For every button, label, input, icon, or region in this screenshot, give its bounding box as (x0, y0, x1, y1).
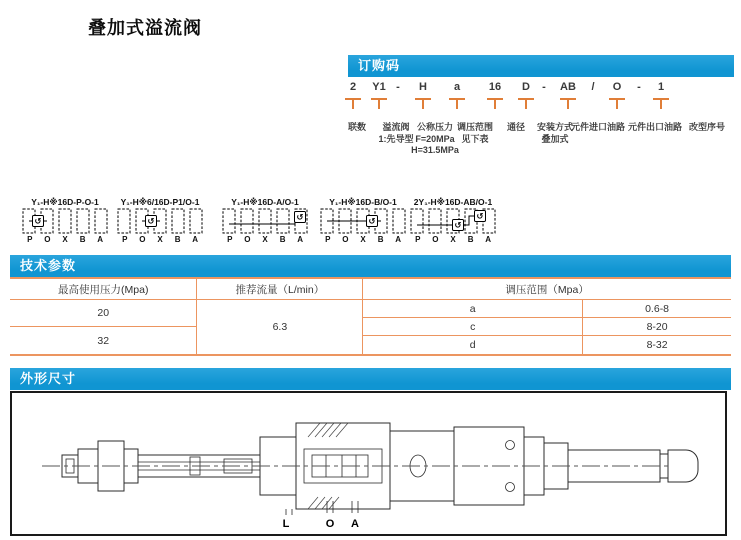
code-part: O (612, 81, 622, 93)
svg-text:↺: ↺ (368, 217, 376, 228)
port-letter: A (192, 235, 199, 244)
port-letter: O (244, 235, 251, 244)
port-letter: A (297, 235, 304, 244)
flow-value: 6.3 (197, 300, 363, 354)
relief-valve-icon (33, 216, 44, 228)
relief-valve-icon (453, 220, 464, 232)
symbol-model-label: Y₁-H※16D-B/O-1 (329, 197, 397, 207)
code-pointer-mark (653, 98, 669, 109)
drawing-port-label: L (282, 518, 290, 530)
port-letter: A (395, 235, 402, 244)
drawing-port-label: A (351, 518, 359, 530)
hydraulic-symbol-graphic (409, 208, 497, 234)
svg-text:↺: ↺ (296, 213, 304, 224)
order-code-section-header (348, 55, 734, 77)
label-line: 见下表 (461, 133, 489, 144)
port-letter: X (262, 235, 268, 244)
col-header-flow: 推荐流量（L/min） (197, 279, 363, 300)
col-header-max-pressure: 最高使用压力(Mpa) (10, 279, 197, 300)
code-field-label (689, 122, 725, 134)
port-letter: X (450, 235, 456, 244)
range-value: 8-20 (583, 318, 731, 336)
port-letter: X (360, 235, 366, 244)
label-line: 公称压力 (416, 122, 453, 132)
relief-valve-icon (295, 212, 306, 224)
port-letter: P (227, 235, 233, 244)
code-pointer-mark (449, 98, 465, 109)
code-part: 16 (488, 81, 502, 93)
svg-text:↺: ↺ (454, 221, 462, 232)
symbol-model-label: Y₁-H※6/16D-P1/O-1 (120, 197, 200, 207)
code-separator: / (591, 81, 595, 93)
code-pointer-mark (487, 98, 503, 109)
port-letter: B (377, 235, 384, 244)
svg-text:↺: ↺ (476, 212, 484, 223)
order-code-diagram (348, 81, 738, 165)
range-grade: a (363, 300, 583, 318)
parameters-section-title: 技术参数 (20, 258, 77, 273)
relief-valve-icon (146, 216, 157, 228)
port-letters (21, 235, 109, 244)
code-separator: - (542, 81, 546, 93)
code-pointer-mark (345, 98, 361, 109)
drawing-port-label: O (325, 518, 335, 530)
order-code-section-title: 订购码 (358, 58, 401, 73)
label-line: 元件出口油路 (627, 122, 683, 132)
code-field-label (411, 122, 459, 157)
port-letter: P (122, 235, 128, 244)
code-field-label (348, 122, 366, 134)
range-grade: c (363, 318, 583, 336)
port-letter: B (467, 235, 474, 244)
code-field-label (628, 122, 682, 134)
range-grade: d (363, 336, 583, 354)
hydraulic-symbol-graphic (319, 208, 407, 234)
label-line: 调压范围 (456, 122, 494, 132)
col-header-range: 调压范围（Mpa） (363, 279, 731, 300)
code-field-label (457, 122, 493, 145)
port-letter: B (174, 235, 181, 244)
label-line: 联数 (347, 122, 367, 132)
range-value: 8-32 (646, 339, 668, 351)
dimensions-drawing-box (10, 391, 727, 536)
port-letter: O (139, 235, 146, 244)
code-part: H (419, 81, 427, 93)
dimensions-section-title: 外形尺寸 (20, 371, 77, 386)
symbol-model-label: Y₁-H※16D-P-O-1 (31, 197, 99, 207)
code-pointer-mark (609, 98, 625, 109)
code-part: Y1 (372, 81, 386, 93)
label-line: 改型序号 (688, 122, 726, 132)
dimensions-section-header (10, 368, 731, 390)
port-letter: P (27, 235, 33, 244)
code-field-label (537, 122, 573, 145)
code-field-label (507, 122, 525, 134)
code-part: 1 (657, 81, 665, 93)
label-line: H=31.5MPa (411, 145, 459, 155)
valve-cross-section-drawing (12, 393, 725, 534)
port-letters (409, 235, 497, 244)
code-part: a (453, 81, 461, 93)
label-line: 元件进口油路 (570, 122, 626, 132)
hydraulic-symbols-row (17, 197, 527, 252)
parameters-table (10, 277, 731, 356)
code-part: AB (560, 81, 576, 93)
code-separator: - (637, 81, 641, 93)
svg-text:↺: ↺ (34, 217, 42, 228)
label-line: 安装方式 (536, 122, 574, 132)
code-pointer-mark (371, 98, 387, 109)
port-letter: O (44, 235, 51, 244)
relief-valve-icon (475, 211, 486, 223)
label-line: 叠加式 (541, 133, 569, 144)
hydraulic-symbol-graphic (116, 208, 204, 234)
code-field-label (571, 122, 625, 134)
port-letter: P (325, 235, 331, 244)
svg-text:↺: ↺ (147, 217, 155, 228)
port-letter: P (415, 235, 421, 244)
code-part: D (522, 81, 530, 93)
pressure-value: 20 (10, 300, 197, 327)
hydraulic-symbol-graphic (221, 208, 309, 234)
port-letter: A (485, 235, 492, 244)
port-letters (319, 235, 407, 244)
port-letter: B (279, 235, 286, 244)
parameters-section-header (10, 255, 731, 277)
hydraulic-symbol (112, 197, 208, 244)
label-line: 1:先导型 (378, 133, 414, 144)
hydraulic-symbol (315, 197, 411, 244)
relief-valve-icon (367, 216, 378, 228)
code-part: 2 (349, 81, 357, 93)
code-pointer-mark (518, 98, 534, 109)
range-value: 0.6-8 (583, 300, 731, 318)
pressure-value: 32 (10, 327, 197, 354)
symbol-model-label: 2Y₁-H※16D-AB/O-1 (413, 197, 493, 207)
code-pointer-mark (415, 98, 431, 109)
code-separator: - (396, 81, 400, 93)
port-letter: B (79, 235, 86, 244)
port-letters (221, 235, 309, 244)
label-line: 通径 (506, 122, 526, 132)
hydraulic-symbol (217, 197, 313, 244)
port-letter: X (157, 235, 163, 244)
page-title: 叠加式溢流阀 (88, 18, 202, 38)
port-letter: X (62, 235, 68, 244)
label-line: 溢流阀 (382, 122, 410, 132)
code-field-label (378, 122, 413, 145)
symbol-model-label: Y₁-H※16D-A/O-1 (231, 197, 299, 207)
port-letters (116, 235, 204, 244)
port-letter: O (342, 235, 349, 244)
code-pointer-mark (560, 98, 576, 109)
port-letter: A (97, 235, 104, 244)
port-letter: O (432, 235, 439, 244)
label-line: F=20MPa (415, 133, 455, 144)
hydraulic-symbol (17, 197, 113, 244)
hydraulic-symbol (405, 197, 501, 244)
hydraulic-symbol-graphic (21, 208, 109, 234)
